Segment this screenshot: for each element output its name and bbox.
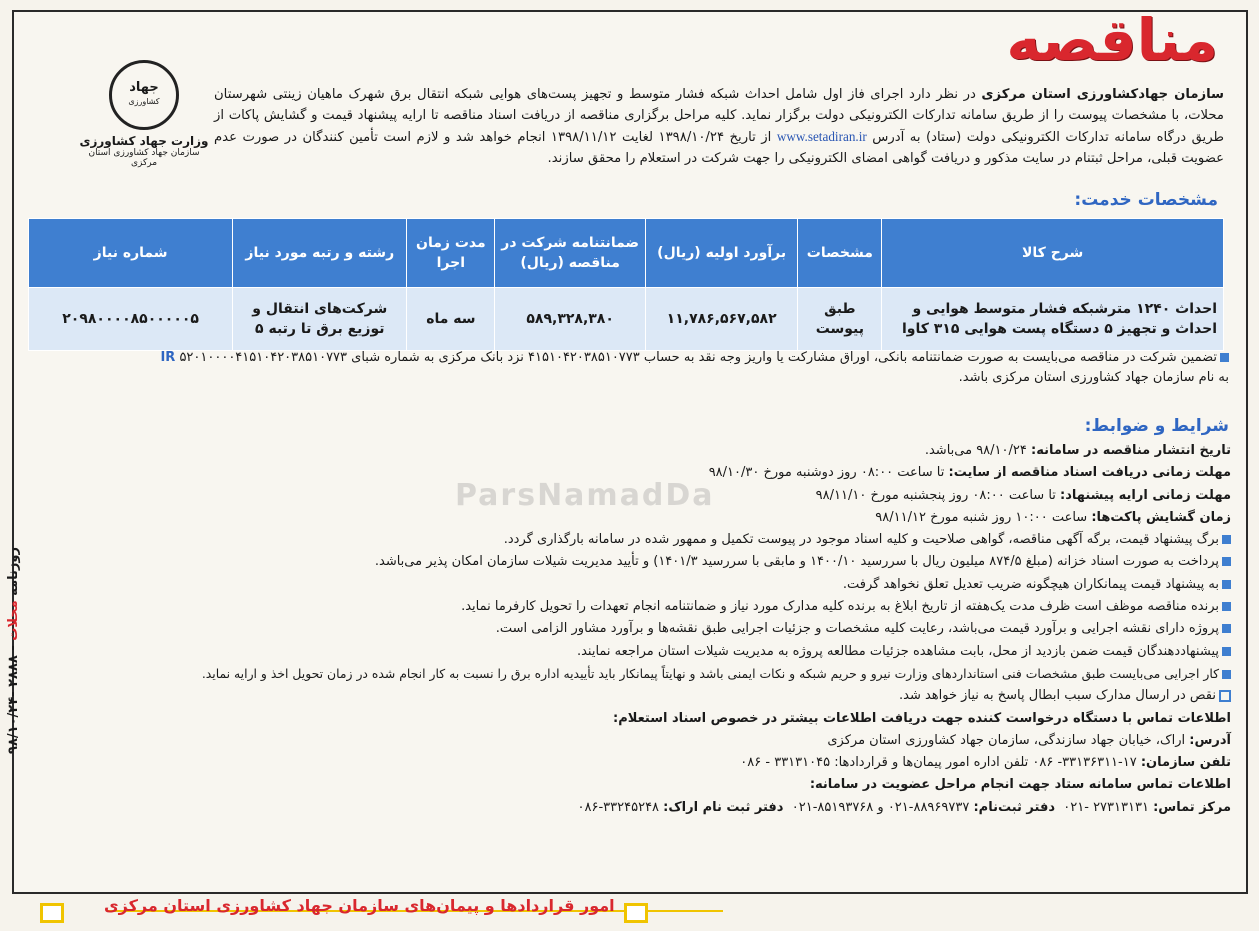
bullet-icon [1222, 557, 1231, 566]
list-item [41, 574, 1231, 596]
setad-heading-line [41, 774, 1231, 796]
reg-value: ۸۸۹۶۹۷۳۷-۰۲۱ و ۸۵۱۹۳۷۶۸-۰۲۱ [791, 799, 974, 815]
arak-value: ۳۳۲۴۵۲۴۸-۰۸۶ [577, 799, 664, 815]
list-item [41, 618, 1231, 640]
column-header: رشته و رتبه مورد نیاز [233, 219, 407, 288]
cell-need-number: ۲۰۹۸۰۰۰۰۸۵۰۰۰۰۰۵ [29, 288, 233, 351]
seal-top-text: جهاد [129, 80, 159, 95]
bullet-icon [1222, 624, 1231, 633]
setad-heading: اطلاعات تماس سامانه ستاد جهت انجام مراحل عضویت در سامانه: [809, 777, 1231, 793]
ministry-name: وزارت جهاد کشاورزی [79, 134, 209, 148]
arak-label: دفتر ثبت نام اراک: [663, 799, 784, 815]
intro-text-1: در نظر دارد اجرای فاز اول شامل احداث شبکه فشار متوسط و تجهیز پست‌های هوایی شبکه انتقال برق شهرک ماهیان زینتی شهرستان محلات، با مشخصات پیوست را از طریق سامانه تدارکات الکترونیکی دولت برگزار نماید. کلیه مراحل برگزاری مناقصه از دریافت اسناد مناقصه تا ارایه پیشنهاد قیمت و گشایش پاکات از طریق درگاه سامانه تدارکات الکترونیکی دولت (ستاد) به آدرس [214, 87, 1225, 145]
bullet-icon [1220, 353, 1229, 362]
bullet-text: پیشنهاددهندگان قیمت ضمن بازدید از محل، بابت مشاهده جزئیات مطالعه پروژه به مدیریت شیلات استان مراجعه نمایند. [576, 643, 1219, 659]
condition-value: تا ساعت ۰۸:۰۰ روز پنجشنبه مورخ ۹۸/۱۱/۱۰ [815, 487, 1061, 503]
table-header-row [29, 219, 1224, 288]
list-item [41, 641, 1231, 663]
address-line [41, 730, 1231, 752]
intro-paragraph [214, 84, 1224, 169]
center-label: مرکز تماس: [1153, 799, 1231, 815]
contact-heading-line [41, 708, 1231, 730]
seal-icon [109, 60, 179, 130]
bullet-icon [1222, 535, 1231, 544]
column-header: شرح کالا [882, 219, 1224, 288]
list-item [41, 551, 1231, 573]
decorative-box-icon [40, 903, 64, 923]
guarantee-paragraph [39, 348, 1229, 388]
address-value: اراک، خیابان جهاد سازندگی، سازمان جهاد کشاورزی استان مرکزی [827, 732, 1190, 748]
organization-name: سازمان جهاد کشاورزی استان مرکزی [88, 148, 200, 168]
bullet-text: برگ پیشنهاد قیمت، برگه آگهی مناقصه، گواهی صلاحیت و کلیه اسناد موجود در پیوست تکمیل و ممهور شده در سامانه بارگذاری گردد. [503, 532, 1219, 548]
bullet-text: پرداخت به صورت اسناد خزانه (مبلغ ۸۷۴/۵ میلیون ریال با سررسید ۱۴۰۰/۱۰ و مابقی با سررسید ۱۴۰۱/۳) و تأیید مدیریت شیلات سازمان امکان پذیر می‌باشد. [374, 554, 1219, 570]
condition-label: تاریخ انتشار مناقصه در سامانه: [1031, 443, 1231, 458]
bullet-text: پروژه دارای نقشه اجرایی و برآورد قیمت می‌باشد، رعایت کلیه مشخصات و جزئیات اجرایی طبق نقشه‌ها و برآورد مشاور الزامی است. [495, 621, 1219, 637]
table-row [29, 288, 1224, 351]
bullet-icon [1222, 602, 1231, 611]
phone-line [41, 752, 1231, 774]
service-table [28, 218, 1224, 351]
address-label: آدرس: [1189, 732, 1231, 748]
condition-label: زمان گشایش پاکت‌ها: [1091, 509, 1231, 525]
condition-value: تا ساعت ۰۸:۰۰ روز دوشنبه مورخ ۹۸/۱۰/۳۰ [708, 465, 949, 481]
column-header: مشخصات [798, 219, 882, 288]
footer-text: امور قراردادها و پیمان‌های سازمان جهاد کشاورزی استان مرکزی [104, 896, 615, 915]
setad-contact-line [41, 797, 1231, 819]
center-value: ۲۷۳۱۳۱۳۱ -۰۲۱ [1063, 799, 1154, 815]
contact-heading: اطلاعات تماس با دستگاه درخواست کننده جهت دریافت اطلاعات بیشتر در خصوص اسناد استعلام: [613, 710, 1231, 726]
newspaper-sidebar [0, 520, 28, 780]
bullet-text: به پیشنهاد قیمت پیمانکاران هیچگونه ضریب تعدیل تعلق نخواهد گرفت. [842, 576, 1219, 592]
bullet-text: کار اجرایی می‌بایست طبق مشخصات فنی استانداردهای وزارت نیرو و حریم شبکه و نکات ایمنی باشد و نهایتاً پیمانکار باید تأییدیه اداره برق را نسبت به کار انجام شده در زمان تحویل اخذ و ارایه نماید. [201, 665, 1219, 681]
intro-org-name: سازمان جهادکشاورزی استان مرکزی [981, 87, 1224, 102]
condition-label: مهلت زمانی دریافت اسناد مناقصه از سایت: [948, 465, 1231, 481]
checkbox-icon [1219, 690, 1231, 702]
conditions-heading: شرایط و ضوابط: [1084, 416, 1229, 436]
phone-value: ۱۷-۳۳۱۳۶۳۱۱- ۰۸۶ تلفن اداره امور پیمان‌ها و قراردادها: ۳۳۱۳۱۰۴۵ - ۰۸۶ [740, 755, 1141, 771]
organization-logo [74, 60, 214, 168]
condition-label: مهلت زمانی ارایه پیشنهاد: [1060, 487, 1231, 503]
decorative-box-icon [624, 903, 648, 923]
website-link[interactable]: www.setadiran.ir [776, 129, 867, 144]
condition-value: ساعت ۱۰:۰۰ روز شنبه مورخ ۹۸/۱۱/۱۲ [875, 509, 1092, 525]
bullet-text: برنده مناقصه موظف است ظرف مدت یک‌هفته از تاریخ ابلاغ به برنده کلیه مدارک مورد نیاز و ضمانتنامه انجام تعهدات را تحویل کارفرما نماید. [461, 599, 1219, 615]
list-item [41, 529, 1231, 551]
intro-text-2: از تاریخ ۱۳۹۸/۱۰/۲۴ لغایت ۱۳۹۸/۱۱/۱۲ انجام خواهد شد و لازم است تأمین کنندگان در صورت عدم عضویت قبلی، مراحل ثبتنام در سایت مذکور و دریافت گواهی امضای الکترونیکی را جهت شرکت در استعلام را محقق سازند. [214, 130, 1224, 166]
guarantee-text: تضمین شرکت در مناقصه می‌بایست به صورت ضمانتنامه بانکی، اوراق مشارکت یا واریز وجه نقد به حساب ۴۱۵۱۰۴۲۰۳۸۵۱۰۷۷۳ نزد بانک مرکزی به شماره شبای ۵۲۰۱۰۰۰۰۴۱۵۱۰۴۲۰۳۸۵۱۰۷۷۳ [179, 350, 1217, 365]
note-item [41, 685, 1231, 707]
list-item [41, 663, 1231, 685]
list-item [41, 596, 1231, 618]
seal-bottom-text: کشاورزی [128, 97, 160, 106]
column-header: شماره نیاز [29, 219, 233, 288]
cell-duration: سه ماه [407, 288, 495, 351]
condition-value: ۹۸/۱۰/۲۴ می‌باشد. [924, 443, 1031, 458]
note-text: نقص در ارسال مدارک سبب ابطال پاسخ به نیاز خواهد شد. [898, 688, 1216, 704]
cell-estimate: ۱۱,۷۸۶,۵۶۷,۵۸۲ [645, 288, 798, 351]
issue-info: - ۲۸۸۸ -۹۸/۱۰/۲۴ [5, 644, 21, 754]
cell-guarantee: ۵۸۹,۳۲۸,۳۸۰ [495, 288, 645, 351]
cell-field-rank: شرکت‌های انتقال و توزیع برق تا رتبه ۵ [233, 288, 407, 351]
reg-label: دفتر ثبت‌نام: [973, 799, 1056, 815]
column-header: ضمانتنامه شرکت در مناقصه (ریال) [495, 219, 645, 288]
watermark: ParsNamadDa [455, 478, 715, 513]
guarantee-text-2: به نام سازمان جهاد کشاورزی استان مرکزی باشد. [958, 370, 1229, 385]
bullet-icon [1222, 670, 1231, 679]
newspaper-name: محلات [5, 599, 21, 641]
notice-title: مناقصه [1006, 6, 1218, 74]
column-header: برآورد اولیه (ریال) [645, 219, 798, 288]
iban-prefix: IR [160, 350, 176, 365]
newspaper-label: روزنامه [5, 546, 21, 596]
bullet-icon [1222, 580, 1231, 589]
cell-specs: طبق پیوست [798, 288, 882, 351]
column-header: مدت زمان اجرا [407, 219, 495, 288]
condition-item [41, 440, 1231, 462]
phone-label: تلفن سازمان: [1140, 755, 1231, 771]
footer-band [12, 894, 1248, 924]
service-heading: مشخصات خدمت: [1074, 190, 1218, 210]
cell-description: احداث ۱۲۴۰ مترشبکه فشار متوسط هوایی و احداث و تجهیز ۵ دستگاه پست هوایی ۳۱۵ کاوا [882, 288, 1224, 351]
bullet-icon [1222, 647, 1231, 656]
